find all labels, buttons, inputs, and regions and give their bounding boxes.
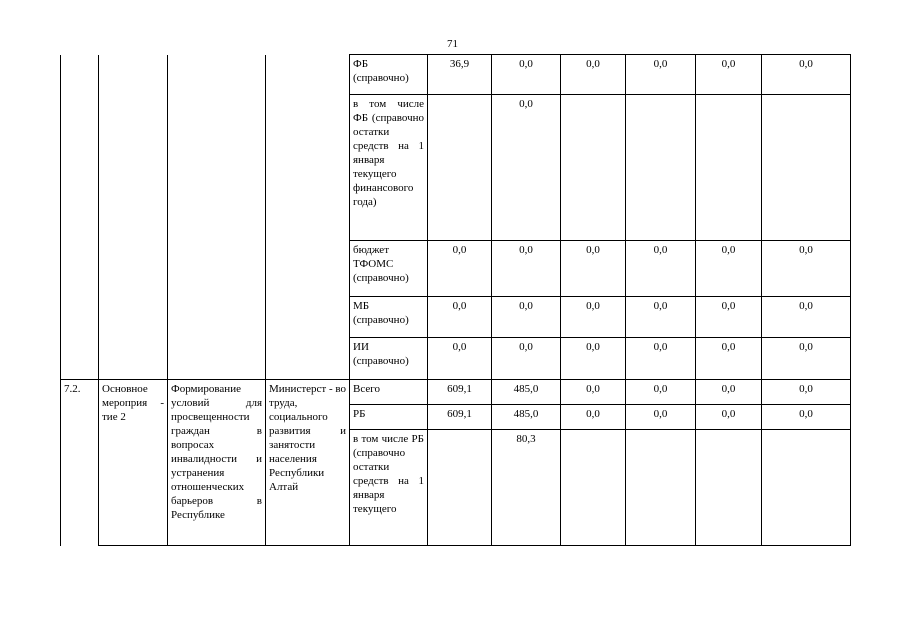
value-cell: 0,0 (762, 55, 851, 95)
name-cell (168, 55, 266, 380)
value-cell: 0,0 (492, 338, 561, 380)
source-cell: МБ (справочно) (350, 297, 428, 338)
value-cell: 0,0 (428, 241, 492, 297)
value-cell: 0,0 (696, 55, 762, 95)
value-cell (626, 430, 696, 546)
source-cell: бюджет ТФОМС (справочно) (350, 241, 428, 297)
value-cell: 0,0 (428, 297, 492, 338)
value-cell (696, 95, 762, 241)
item-name: Формирование условий для просвещенности граждан в вопросах инвалидности и устранения отношенческих барьеров в Республике (168, 380, 266, 546)
value-cell: 0,0 (626, 241, 696, 297)
value-cell: 0,0 (626, 405, 696, 430)
item-type: Основное мероприя - тие 2 (99, 380, 168, 546)
value-cell: 0,0 (626, 338, 696, 380)
value-cell (696, 430, 762, 546)
value-cell: 0,0 (626, 380, 696, 405)
value-cell: 0,0 (696, 241, 762, 297)
type-cell (99, 55, 168, 380)
value-cell: 0,0 (696, 338, 762, 380)
value-cell: 0,0 (626, 297, 696, 338)
value-cell: 485,0 (492, 380, 561, 405)
value-cell: 609,1 (428, 405, 492, 430)
value-cell (428, 95, 492, 241)
value-cell: 0,0 (762, 297, 851, 338)
source-cell: в том числе РБ (справочно остатки средств на 1 января текущего (350, 430, 428, 546)
value-cell (762, 95, 851, 241)
value-cell: 0,0 (626, 55, 696, 95)
value-cell: 0,0 (696, 380, 762, 405)
value-cell: 0,0 (492, 297, 561, 338)
number-cell (61, 55, 99, 380)
source-cell: ФБ (справочно) (350, 55, 428, 95)
value-cell: 0,0 (492, 55, 561, 95)
source-cell: РБ (350, 405, 428, 430)
value-cell: 0,0 (428, 338, 492, 380)
value-cell: 0,0 (561, 380, 626, 405)
value-cell (428, 430, 492, 546)
table-row (61, 380, 851, 405)
source-cell: в том числе ФБ (справочно остатки средств на 1 января текущего финансового года) (350, 95, 428, 241)
value-cell (561, 95, 626, 241)
value-cell: 485,0 (492, 405, 561, 430)
value-cell: 0,0 (762, 338, 851, 380)
value-cell: 0,0 (561, 55, 626, 95)
value-cell: 0,0 (492, 95, 561, 241)
value-cell (561, 430, 626, 546)
budget-table (60, 54, 851, 546)
value-cell (762, 430, 851, 546)
value-cell: 0,0 (696, 405, 762, 430)
executor-cell (266, 55, 350, 380)
value-cell: 0,0 (696, 297, 762, 338)
source-cell: ИИ (справочно) (350, 338, 428, 380)
value-cell: 0,0 (561, 338, 626, 380)
table-row (61, 55, 851, 95)
value-cell: 0,0 (762, 405, 851, 430)
value-cell: 0,0 (762, 380, 851, 405)
value-cell: 0,0 (561, 405, 626, 430)
value-cell: 80,3 (492, 430, 561, 546)
value-cell: 0,0 (762, 241, 851, 297)
source-cell: Всего (350, 380, 428, 405)
item-executor: Министерст - во труда, социального развития и занятости населения Республики Алтай (266, 380, 350, 546)
page-number: 71 (447, 38, 458, 50)
item-number: 7.2. (61, 380, 99, 546)
value-cell: 0,0 (492, 241, 561, 297)
value-cell: 0,0 (561, 241, 626, 297)
value-cell: 36,9 (428, 55, 492, 95)
value-cell: 0,0 (561, 297, 626, 338)
value-cell: 609,1 (428, 380, 492, 405)
value-cell (626, 95, 696, 241)
